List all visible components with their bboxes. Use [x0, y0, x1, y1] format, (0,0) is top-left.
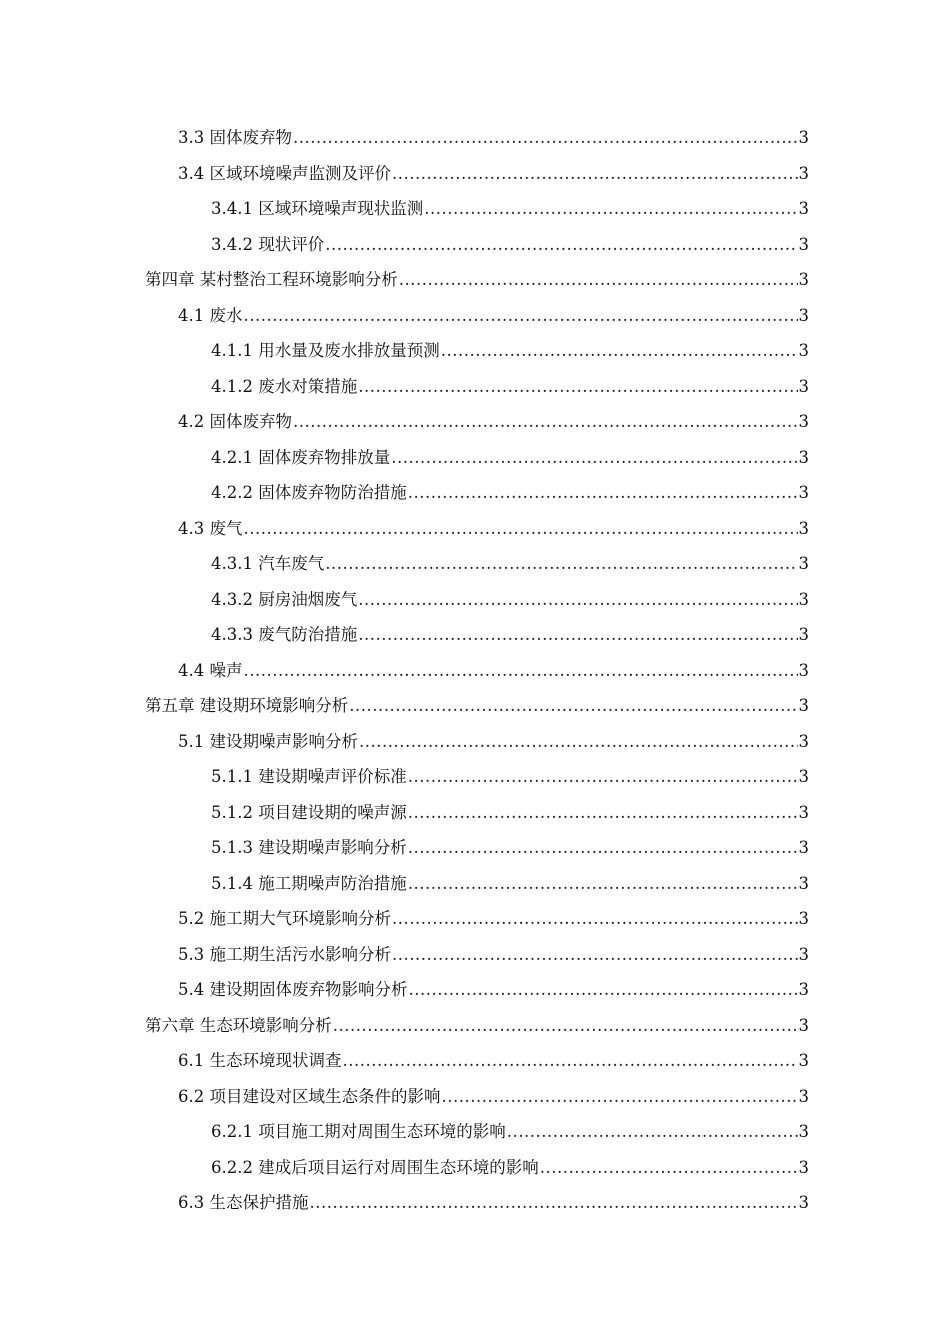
toc-entry-page-number: 3 [798, 1122, 809, 1141]
toc-entry-title: 6.2.1 项目施工期对周围生态环境的影响 [211, 1122, 506, 1141]
table-of-contents [145, 120, 809, 1221]
toc-entry-level-2[interactable] [145, 972, 809, 1008]
toc-entry-title: 第六章 生态环境影响分析 [145, 1015, 332, 1035]
toc-entry-page-number: 3 [798, 660, 809, 680]
dot-leader [293, 404, 798, 440]
toc-entry-page-number: 3 [798, 767, 809, 786]
toc-entry-level-2[interactable] [145, 511, 809, 547]
toc-entry-level-2[interactable] [145, 1079, 809, 1115]
toc-entry-level-2[interactable] [145, 404, 809, 440]
toc-entry-page-number: 3 [798, 376, 809, 396]
dot-leader [359, 724, 798, 760]
toc-entry-page-number: 3 [798, 1157, 809, 1177]
toc-entry-title: 6.2.2 建成后项目运行对周围生态环境的影响 [211, 1157, 539, 1177]
toc-entry-page-number: 3 [798, 1193, 809, 1212]
toc-entry-page-number: 3 [798, 163, 809, 183]
dot-leader [358, 617, 797, 653]
dot-leader [343, 1043, 798, 1079]
toc-entry-page-number: 3 [798, 128, 809, 147]
toc-entry-title: 5.2 施工期大气环境影响分析 [178, 909, 391, 928]
dot-leader [392, 156, 798, 192]
toc-entry-level-3[interactable] [145, 866, 809, 902]
dot-leader [408, 795, 798, 831]
toc-entry-page-number: 3 [798, 625, 809, 644]
dot-leader [424, 191, 797, 227]
toc-entry-level-2[interactable] [145, 724, 809, 760]
toc-entry-level-3[interactable] [145, 1150, 809, 1186]
toc-entry-title: 第五章 建设期环境影响分析 [145, 696, 349, 715]
toc-entry-level-2[interactable] [145, 1043, 809, 1079]
toc-entry-title: 5.3 施工期生活污水影响分析 [178, 944, 391, 964]
toc-entry-title: 4.2.1 固体废弃物排放量 [211, 447, 391, 467]
toc-entry-title: 5.1 建设期噪声影响分析 [178, 731, 358, 751]
toc-entry-page-number: 3 [798, 305, 809, 325]
dot-leader [392, 901, 798, 937]
toc-entry-page-number: 3 [798, 412, 809, 431]
toc-entry-page-number: 3 [798, 696, 809, 715]
toc-entry-level-1[interactable] [145, 688, 809, 724]
toc-entry-title: 4.3.2 厨房油烟废气 [211, 589, 358, 609]
toc-entry-page-number: 3 [798, 341, 809, 360]
toc-entry-title: 4.1.2 废水对策措施 [211, 376, 358, 396]
dot-leader [441, 333, 798, 369]
toc-entry-level-2[interactable] [145, 298, 809, 334]
toc-entry-page-number: 3 [798, 1086, 809, 1106]
toc-entry-page-number: 3 [798, 447, 809, 467]
dot-leader [310, 1185, 798, 1221]
toc-entry-level-2[interactable] [145, 937, 809, 973]
toc-entry-page-number: 3 [798, 944, 809, 964]
toc-entry-title: 5.1.3 建设期噪声影响分析 [211, 838, 407, 857]
dot-leader [244, 511, 798, 547]
dot-leader [399, 262, 798, 298]
toc-entry-level-3[interactable] [145, 759, 809, 795]
dot-leader [408, 475, 798, 511]
toc-entry-level-1[interactable] [145, 1008, 809, 1044]
toc-entry-page-number: 3 [798, 802, 809, 822]
toc-entry-page-number: 3 [798, 234, 809, 254]
toc-entry-level-2[interactable] [145, 1185, 809, 1221]
toc-entry-title: 3.3 固体废弃物 [178, 128, 292, 147]
toc-entry-title: 5.1.1 建设期噪声评价标准 [211, 767, 407, 786]
toc-entry-title: 第四章 某村整治工程环境影响分析 [145, 270, 398, 289]
toc-entry-page-number: 3 [798, 554, 809, 573]
dot-leader [409, 972, 798, 1008]
toc-entry-level-3[interactable] [145, 475, 809, 511]
dot-leader [442, 1079, 798, 1115]
toc-entry-level-2[interactable] [145, 653, 809, 689]
toc-entry-page-number: 3 [798, 483, 809, 502]
toc-entry-level-3[interactable] [145, 369, 809, 405]
toc-entry-level-3[interactable] [145, 546, 809, 582]
toc-entry-page-number: 3 [798, 518, 809, 538]
dot-leader [391, 440, 797, 476]
toc-entry-title: 3.4.2 现状评价 [211, 234, 325, 254]
toc-entry-title: 5.1.4 施工期噪声防治措施 [211, 873, 407, 893]
dot-leader [540, 1150, 798, 1186]
toc-entry-title: 4.3.1 汽车废气 [211, 554, 325, 573]
dot-leader [325, 546, 797, 582]
toc-entry-level-3[interactable] [145, 1114, 809, 1150]
toc-entry-page-number: 3 [798, 873, 809, 893]
toc-entry-title: 5.4 建设期固体废弃物影响分析 [178, 980, 408, 999]
toc-entry-level-2[interactable] [145, 120, 809, 156]
toc-entry-level-2[interactable] [145, 156, 809, 192]
toc-entry-page-number: 3 [798, 589, 809, 609]
toc-entry-title: 6.1 生态环境现状调查 [178, 1051, 342, 1070]
toc-entry-title: 4.1 废水 [178, 305, 243, 325]
toc-entry-level-3[interactable] [145, 617, 809, 653]
toc-entry-level-3[interactable] [145, 440, 809, 476]
toc-entry-page-number: 3 [798, 838, 809, 857]
toc-entry-title: 4.3 废气 [178, 518, 243, 538]
dot-leader [358, 582, 797, 618]
dot-leader [507, 1114, 798, 1150]
toc-entry-page-number: 3 [798, 731, 809, 751]
toc-entry-level-3[interactable] [145, 333, 809, 369]
toc-entry-level-3[interactable] [145, 582, 809, 618]
toc-entry-title: 4.4 噪声 [178, 660, 243, 680]
toc-entry-page-number: 3 [798, 270, 809, 289]
dot-leader [408, 759, 798, 795]
toc-entry-page-number: 3 [798, 1051, 809, 1070]
toc-entry-level-1[interactable] [145, 262, 809, 298]
toc-entry-title: 4.2 固体废弃物 [178, 412, 292, 431]
toc-entry-title: 4.3.3 废气防治措施 [211, 625, 358, 644]
toc-entry-level-3[interactable] [145, 830, 809, 866]
toc-entry-level-3[interactable] [145, 191, 809, 227]
toc-entry-level-2[interactable] [145, 901, 809, 937]
toc-entry-title: 6.3 生态保护措施 [178, 1193, 309, 1212]
dot-leader [358, 369, 797, 405]
dot-leader [244, 298, 798, 334]
toc-entry-title: 3.4 区域环境噪声监测及评价 [178, 163, 391, 183]
dot-leader [408, 830, 798, 866]
dot-leader [349, 688, 797, 724]
toc-entry-title: 6.2 项目建设对区域生态条件的影响 [178, 1086, 441, 1106]
toc-entry-page-number: 3 [798, 980, 809, 999]
toc-entry-title: 5.1.2 项目建设期的噪声源 [211, 802, 407, 822]
dot-leader [293, 120, 798, 156]
toc-entry-page-number: 3 [798, 199, 809, 218]
toc-entry-page-number: 3 [798, 1015, 809, 1035]
toc-entry-level-3[interactable] [145, 227, 809, 263]
dot-leader [392, 937, 798, 973]
toc-entry-page-number: 3 [798, 909, 809, 928]
toc-entry-level-3[interactable] [145, 795, 809, 831]
toc-entry-title: 4.1.1 用水量及废水排放量预测 [211, 341, 440, 360]
dot-leader [408, 866, 798, 902]
dot-leader [244, 653, 798, 689]
dot-leader [325, 227, 797, 263]
toc-entry-title: 4.2.2 固体废弃物防治措施 [211, 483, 407, 502]
dot-leader [333, 1008, 798, 1044]
toc-entry-title: 3.4.1 区域环境噪声现状监测 [211, 199, 424, 218]
